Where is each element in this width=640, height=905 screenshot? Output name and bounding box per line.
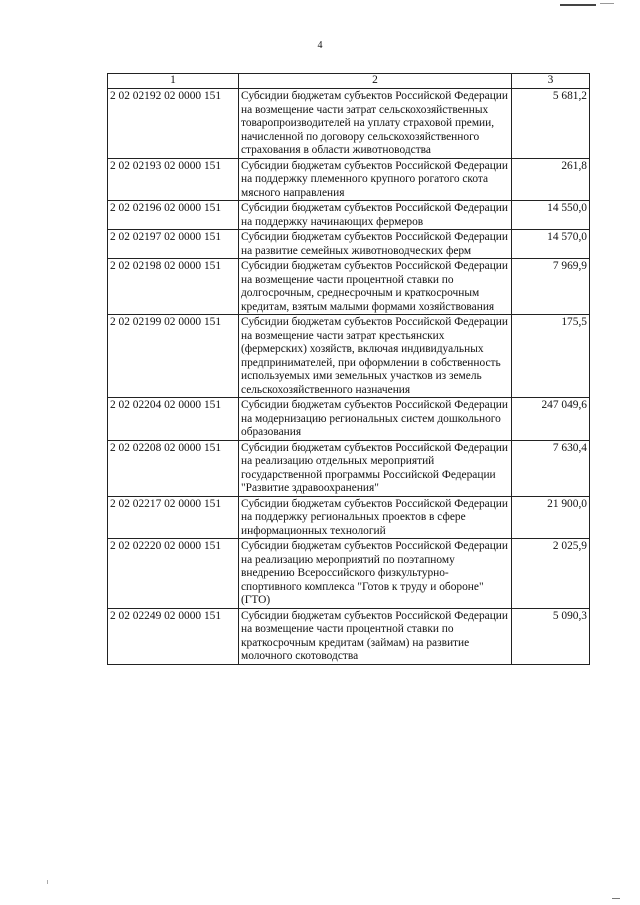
description-cell: Субсидии бюджетам субъектов Российской Федерации на реализацию мероприятий по поэтапному внедрению Всероссийского физкультурно-спортивного комплекса "Готов к труду и обороне" (ГТО) [239,539,512,609]
table-row [108,158,590,201]
code-cell: 2 02 02208 02 0000 151 [108,440,239,496]
table-row [108,608,590,664]
budget-table [107,73,590,665]
table-row [108,230,590,259]
description-cell: Субсидии бюджетам субъектов Российской Федерации на поддержку региональных проектов в сфере информационных технологий [239,496,512,539]
code-cell: 2 02 02249 02 0000 151 [108,608,239,664]
table-row [108,89,590,159]
amount-cell: 7 969,9 [512,259,590,315]
description-cell: Субсидии бюджетам субъектов Российской Федерации на возмещение части процентной ставки по краткосрочным кредитам (займам) на развитие молочного скотоводства [239,608,512,664]
scan-mark-top-small [600,3,614,4]
table-body [108,89,590,665]
code-cell: 2 02 02198 02 0000 151 [108,259,239,315]
description-cell: Субсидии бюджетам субъектов Российской Федерации на возмещение части процентной ставки по долгосрочным, среднесрочным и краткосрочным кредитам, взятым малыми формами хозяйствования [239,259,512,315]
code-cell: 2 02 02193 02 0000 151 [108,158,239,201]
description-cell: Субсидии бюджетам субъектов Российской Федерации на возмещение части затрат сельскохозяйственных товаропроизводителей на уплату страховой премии, начисленной по договору сельскохозяйственного страхования в области животноводства [239,89,512,159]
header-cell-amount: 3 [512,74,590,89]
code-cell: 2 02 02192 02 0000 151 [108,89,239,159]
amount-cell: 261,8 [512,158,590,201]
code-cell: 2 02 02197 02 0000 151 [108,230,239,259]
table-row [108,398,590,441]
description-cell: Субсидии бюджетам субъектов Российской Федерации на реализацию отдельных мероприятий государственной программы Российской Федерации "Развитие здравоохранения" [239,440,512,496]
description-cell: Субсидии бюджетам субъектов Российской Федерации на поддержку племенного крупного рогатого скота мясного направления [239,158,512,201]
amount-cell: 7 630,4 [512,440,590,496]
code-cell: 2 02 02196 02 0000 151 [108,201,239,230]
amount-cell: 2 025,9 [512,539,590,609]
table-row [108,259,590,315]
table-row [108,539,590,609]
code-cell: 2 02 02199 02 0000 151 [108,315,239,398]
page-number: 4 [317,40,323,51]
amount-cell: 247 049,6 [512,398,590,441]
amount-cell: 14 550,0 [512,201,590,230]
amount-cell: 14 570,0 [512,230,590,259]
table-header [108,74,590,89]
header-cell-description: 2 [239,74,512,89]
amount-cell: 21 900,0 [512,496,590,539]
code-cell: 2 02 02220 02 0000 151 [108,539,239,609]
code-cell: 2 02 02217 02 0000 151 [108,496,239,539]
scan-mark-top [560,4,596,6]
amount-cell: 5 681,2 [512,89,590,159]
amount-cell: 5 090,3 [512,608,590,664]
description-cell: Субсидии бюджетам субъектов Российской Федерации на развитие семейных животноводческих ферм [239,230,512,259]
scan-mark-left [47,880,48,884]
description-cell: Субсидии бюджетам субъектов Российской Федерации на поддержку начинающих фермеров [239,201,512,230]
code-cell: 2 02 02204 02 0000 151 [108,398,239,441]
amount-cell: 175,5 [512,315,590,398]
description-cell: Субсидии бюджетам субъектов Российской Федерации на возмещение части затрат крестьянских (фермерских) хозяйств, включая индивидуальных предпринимателей, при оформлении в собственность используемых ими земельных участков из земель сельскохозяйственного назначения [239,315,512,398]
header-row [108,74,590,89]
scan-mark-bottom [612,898,620,899]
table-row [108,496,590,539]
table-row [108,315,590,398]
table-row [108,440,590,496]
table-row [108,201,590,230]
description-cell: Субсидии бюджетам субъектов Российской Федерации на модернизацию региональных систем дошкольного образования [239,398,512,441]
header-cell-code: 1 [108,74,239,89]
